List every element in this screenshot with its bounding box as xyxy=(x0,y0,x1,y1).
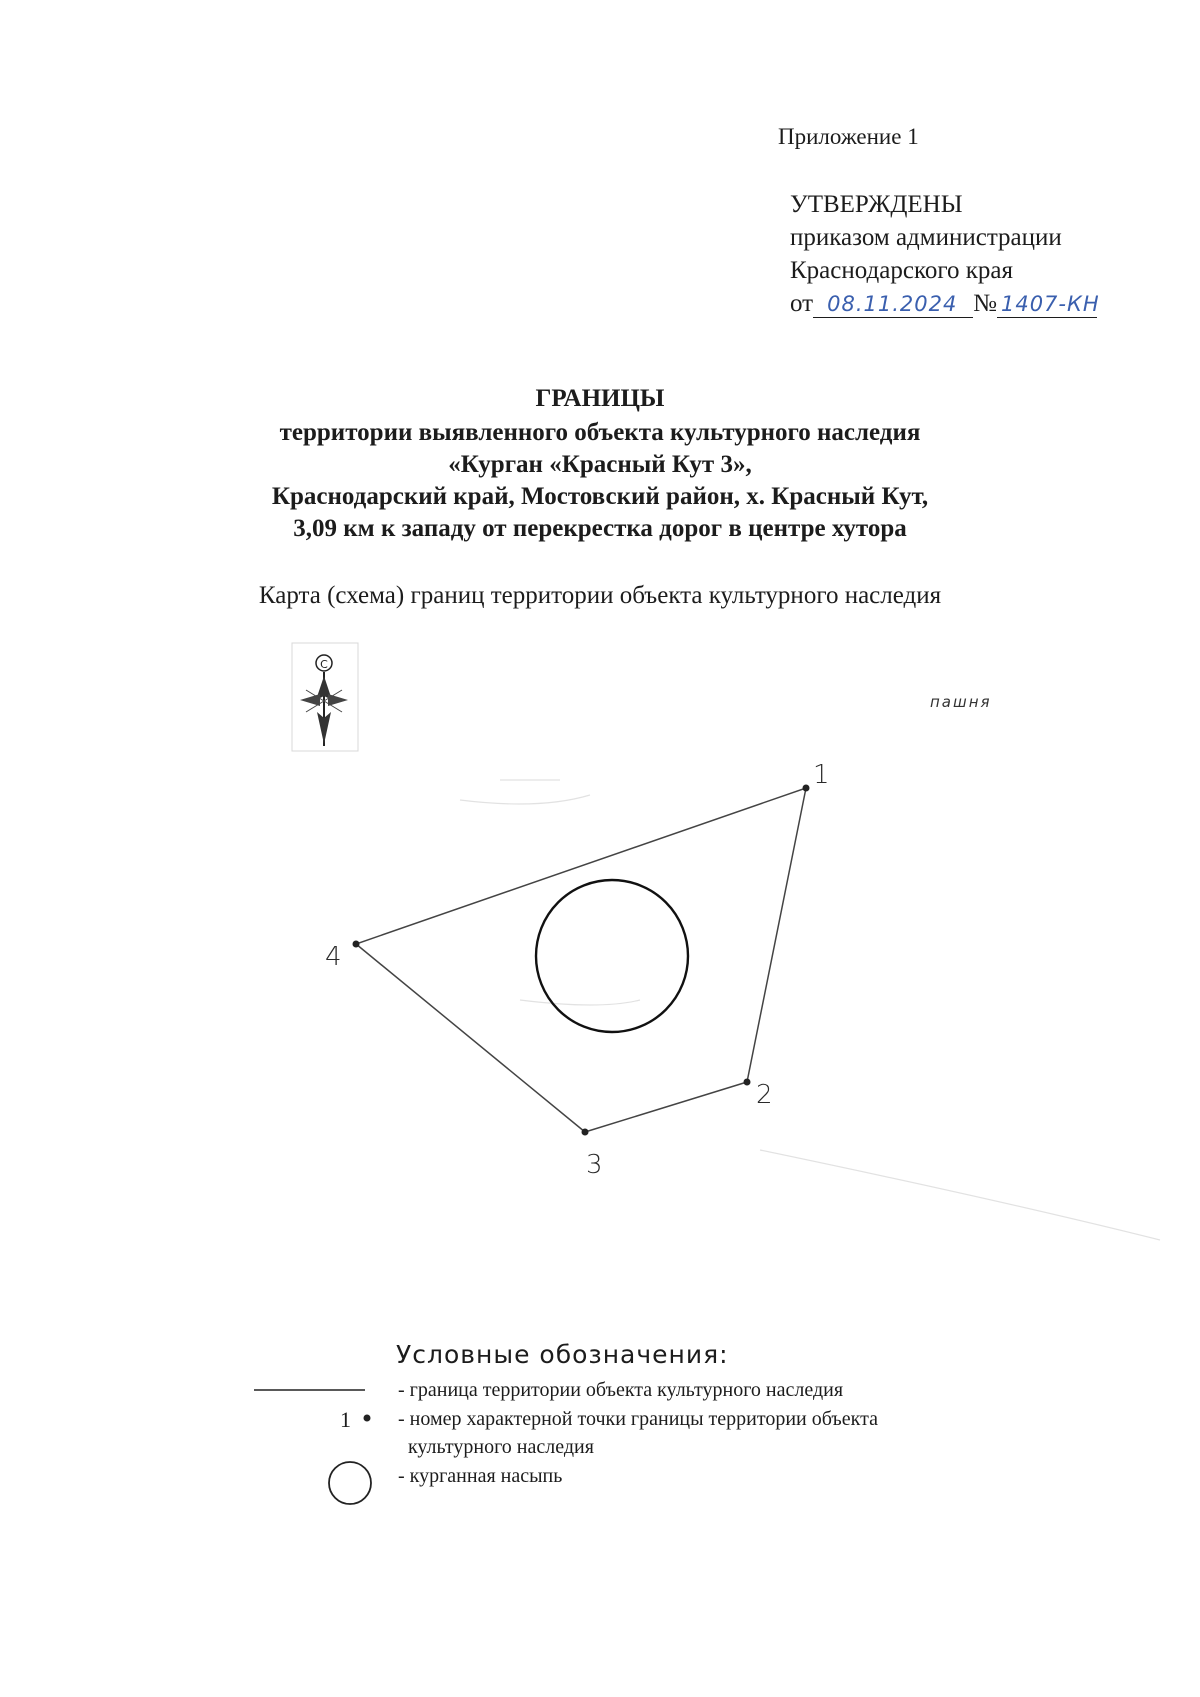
legend-title: Условные обозначения: xyxy=(396,1340,729,1369)
territory-boundary xyxy=(356,788,806,1132)
from-label: от xyxy=(790,290,814,317)
title-main: ГРАНИЦЫ xyxy=(535,385,665,412)
compass-letter: С xyxy=(320,658,328,671)
boundary-point-1 xyxy=(803,785,810,792)
land-use-label: пашня xyxy=(930,693,992,711)
legend-boundary-text: - граница территории объекта культурного наследия xyxy=(398,1379,844,1401)
boundary-point-4 xyxy=(353,941,360,948)
background-artifacts xyxy=(460,780,1160,1240)
kurgan-mound-circle xyxy=(536,880,688,1032)
legend-mound-circle xyxy=(329,1462,371,1504)
north-arrow-icon xyxy=(292,643,358,751)
legend-point-sample: 1 xyxy=(340,1407,351,1432)
approval-line-order: приказом администрации xyxy=(790,224,1062,251)
map-subtitle: Карта (схема) границ территории объекта культурного наследия xyxy=(258,582,942,609)
title-line-4: 3,09 км к западу от перекрестка дорог в центре хутора xyxy=(293,515,907,542)
approval-title: УТВЕРЖДЕНЫ xyxy=(790,191,963,218)
legend-point-text-2: культурного наследия xyxy=(408,1436,594,1458)
appendix-label: Приложение 1 xyxy=(778,124,919,149)
title-line-2: «Курган «Красный Кут 3», xyxy=(448,451,752,478)
approval-line-region: Краснодарского края xyxy=(790,257,1013,284)
point-label-2: 2 xyxy=(756,1080,773,1110)
point-label-4: 4 xyxy=(325,942,342,972)
point-label-3: 3 xyxy=(586,1150,603,1180)
number-value: 1407-КН xyxy=(1000,292,1100,316)
legend-point-text-1: - номер характерной точки границы территории объекта xyxy=(398,1408,878,1430)
date-value: 08.11.2024 xyxy=(827,292,958,316)
boundary-point-2 xyxy=(744,1079,751,1086)
boundary-point-3 xyxy=(582,1129,589,1136)
legend-mound-text: - курганная насыпь xyxy=(398,1465,563,1487)
legend-symbols xyxy=(250,1380,400,1520)
number-sign: № xyxy=(973,290,997,317)
legend-point-dot xyxy=(364,1415,371,1422)
point-label-1: 1 xyxy=(813,760,830,790)
title-line-1: территории выявленного объекта культурного наследия xyxy=(279,419,921,446)
title-line-3: Краснодарский край, Мостовский район, х. Красный Кут, xyxy=(271,483,929,510)
